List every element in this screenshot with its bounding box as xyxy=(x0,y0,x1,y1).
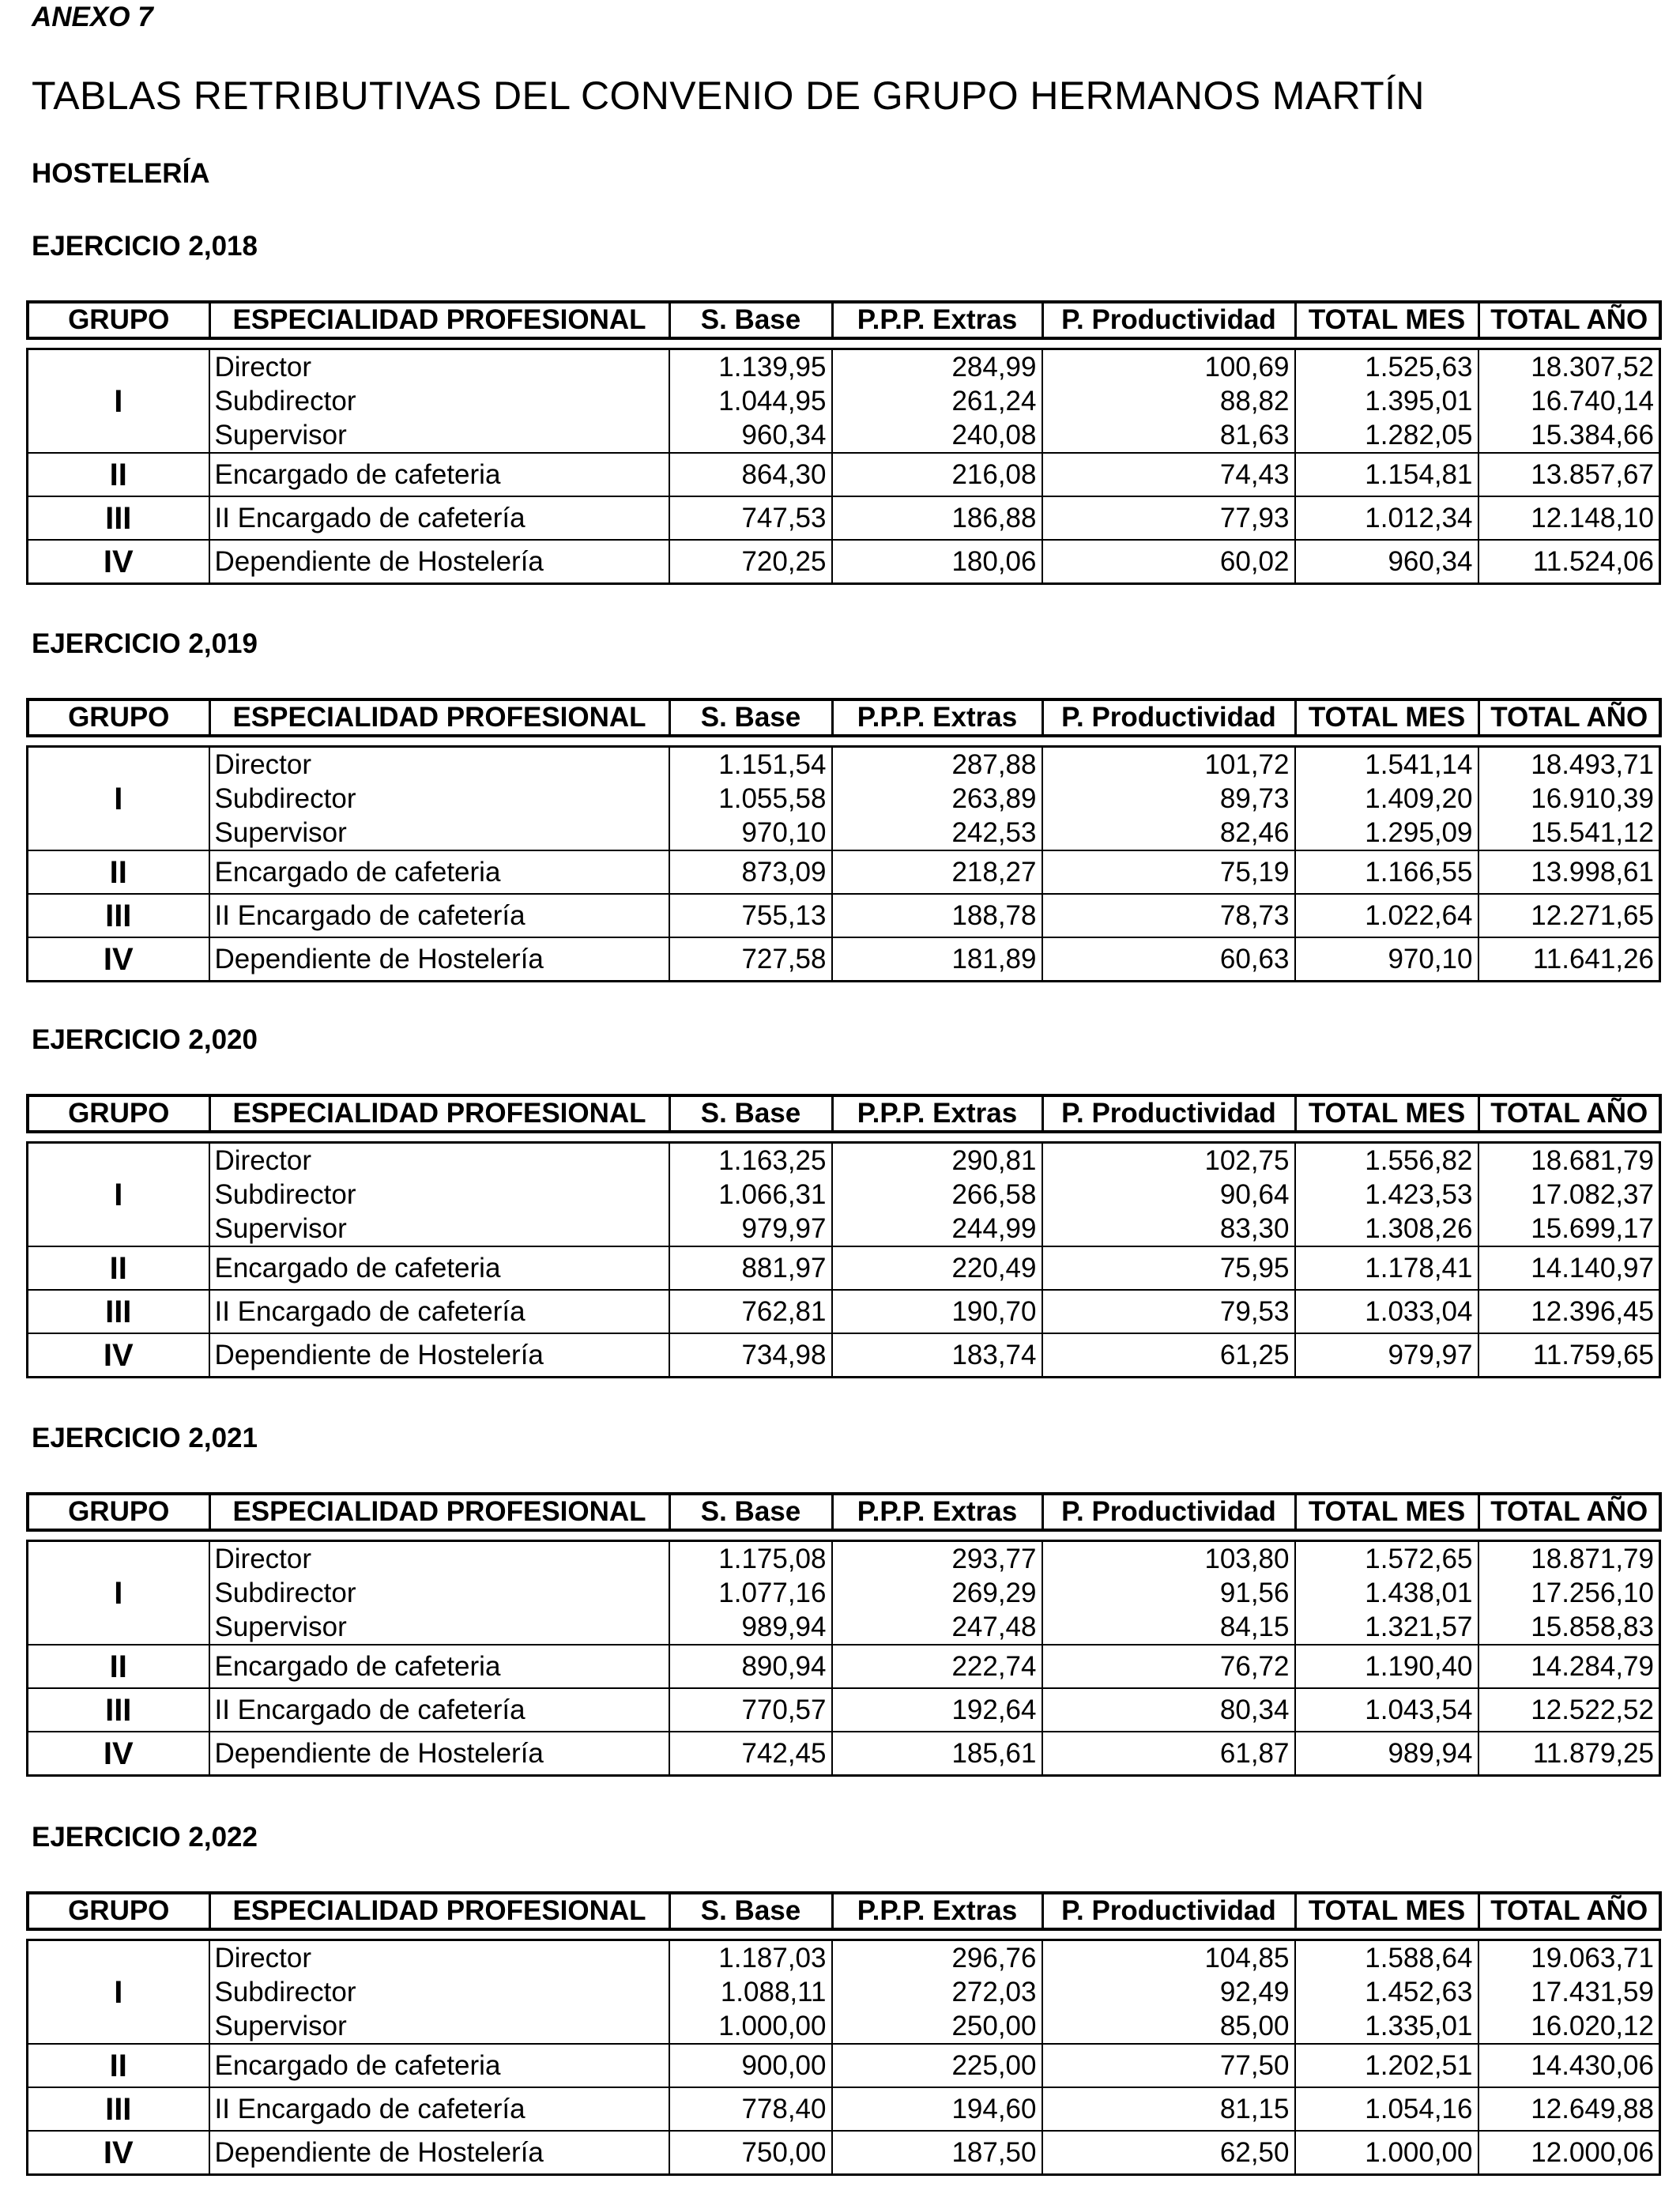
column-header: ESPECIALIDAD PROFESIONAL xyxy=(209,1893,669,1929)
especialidad-cell: Dependiente de Hostelería xyxy=(209,1732,669,1776)
especialidad-cell: Dependiente de Hostelería xyxy=(209,2131,669,2175)
salario-base-cell: 1.163,25 xyxy=(669,1143,832,1178)
extras-cell: 186,88 xyxy=(832,496,1042,540)
especialidad-cell: Supervisor xyxy=(209,2009,669,2044)
extras-cell: 183,74 xyxy=(832,1333,1042,1378)
especialidad-cell: Director xyxy=(209,747,669,782)
column-header: S. Base xyxy=(669,1494,832,1530)
total-mes-cell: 1.572,65 xyxy=(1295,1541,1478,1577)
table-header xyxy=(26,1492,1662,1532)
total-anio-cell: 13.857,67 xyxy=(1478,453,1660,496)
salario-base-cell: 960,34 xyxy=(669,418,832,453)
total-mes-cell: 1.525,63 xyxy=(1295,349,1478,385)
group-cell: III xyxy=(28,496,209,540)
especialidad-cell: II Encargado de cafetería xyxy=(209,1688,669,1732)
extras-cell: 192,64 xyxy=(832,1688,1042,1732)
salario-base-cell: 989,94 xyxy=(669,1610,832,1645)
table-row xyxy=(28,2009,1660,2044)
extras-cell: 290,81 xyxy=(832,1143,1042,1178)
table-row xyxy=(28,349,1660,385)
salario-base-cell: 755,13 xyxy=(669,894,832,937)
salario-base-cell: 778,40 xyxy=(669,2087,832,2131)
total-mes-cell: 1.043,54 xyxy=(1295,1688,1478,1732)
total-mes-cell: 1.154,81 xyxy=(1295,453,1478,496)
total-anio-cell: 18.681,79 xyxy=(1531,1145,1654,1176)
extras-cell: 187,50 xyxy=(832,2131,1042,2175)
especialidad-cell: II Encargado de cafetería xyxy=(209,1290,669,1333)
column-header: ESPECIALIDAD PROFESIONAL xyxy=(209,699,669,736)
especialidad-cell: Subdirector xyxy=(209,1975,669,2009)
column-header: P. Productividad xyxy=(1042,1893,1295,1929)
productividad-cell: 75,95 xyxy=(1042,1246,1295,1290)
column-header: GRUPO xyxy=(68,702,170,733)
total-mes-cell: 1.452,63 xyxy=(1295,1975,1478,2009)
total-anio-cell: 15.541,12 xyxy=(1478,816,1660,850)
column-header: ESPECIALIDAD PROFESIONAL xyxy=(209,1095,669,1132)
table-row xyxy=(28,1178,1660,1212)
table-row xyxy=(28,496,1660,540)
extras-cell: 194,60 xyxy=(832,2087,1042,2131)
total-anio-cell: 19.063,71 xyxy=(1531,1943,1654,1973)
table-row xyxy=(28,2087,1660,2131)
total-mes-cell: 1.202,51 xyxy=(1295,2044,1478,2087)
total-anio-cell: 18.307,52 xyxy=(1531,352,1654,383)
total-anio-cell: 15.699,17 xyxy=(1478,1212,1660,1246)
especialidad-cell: Director xyxy=(209,1940,669,1976)
especialidad-cell: II Encargado de cafetería xyxy=(209,496,669,540)
especialidad-cell: Encargado de cafeteria xyxy=(209,1246,669,1290)
extras-cell: 293,77 xyxy=(832,1541,1042,1577)
group-cell: IV xyxy=(28,1333,209,1378)
extras-cell: 263,89 xyxy=(832,782,1042,816)
extras-cell: 244,99 xyxy=(832,1212,1042,1246)
group-cell: III xyxy=(28,1688,209,1732)
total-mes-cell: 989,94 xyxy=(1295,1732,1478,1776)
column-header: GRUPO xyxy=(68,304,170,335)
total-anio-cell: 15.384,66 xyxy=(1478,418,1660,453)
productividad-cell: 76,72 xyxy=(1042,1645,1295,1688)
table-row xyxy=(28,782,1660,816)
annex-label: ANEXO 7 xyxy=(32,2,153,32)
total-mes-cell: 1.178,41 xyxy=(1295,1246,1478,1290)
total-anio-cell: 17.431,59 xyxy=(1531,1977,1654,2007)
year-heading: EJERCICIO 2,021 xyxy=(32,1423,258,1453)
salario-base-cell: 1.187,03 xyxy=(669,1940,832,1976)
table-row xyxy=(28,1576,1660,1610)
especialidad-cell: Director xyxy=(209,1541,669,1577)
total-mes-cell: 1.012,34 xyxy=(1295,496,1478,540)
salary-table xyxy=(26,745,1661,982)
total-anio-cell: 18.493,71 xyxy=(1531,749,1654,780)
table-header xyxy=(26,1094,1662,1133)
productividad-cell: 91,56 xyxy=(1042,1576,1295,1610)
total-anio-cell: 14.430,06 xyxy=(1478,2044,1660,2087)
table-header xyxy=(26,300,1662,340)
total-anio-cell: 11.641,26 xyxy=(1532,944,1654,974)
especialidad-cell: Encargado de cafeteria xyxy=(209,1645,669,1688)
salario-base-cell: 747,53 xyxy=(669,496,832,540)
group-cell: IV xyxy=(28,937,209,982)
salario-base-cell: 770,57 xyxy=(669,1688,832,1732)
salario-base-cell: 900,00 xyxy=(669,2044,832,2087)
especialidad-cell: Subdirector xyxy=(209,1178,669,1212)
salario-base-cell: 1.151,54 xyxy=(669,747,832,782)
year-heading: EJERCICIO 2,020 xyxy=(32,1024,258,1055)
especialidad-cell: Supervisor xyxy=(209,1212,669,1246)
year-heading: EJERCICIO 2,019 xyxy=(32,628,258,659)
table-row xyxy=(28,1975,1660,2009)
column-header: TOTAL AÑO xyxy=(1478,1095,1660,1132)
group-cell: I xyxy=(28,1940,209,2045)
total-anio-cell: 16.740,14 xyxy=(1531,386,1654,417)
productividad-cell: 90,64 xyxy=(1042,1178,1295,1212)
group-cell: I xyxy=(28,1541,209,1646)
extras-cell: 190,70 xyxy=(832,1290,1042,1333)
table-row xyxy=(28,2131,1660,2175)
productividad-cell: 61,87 xyxy=(1042,1732,1295,1776)
column-header: TOTAL MES xyxy=(1295,1095,1478,1132)
extras-cell: 222,74 xyxy=(832,1645,1042,1688)
extras-cell: 218,27 xyxy=(832,850,1042,894)
especialidad-cell: Dependiente de Hostelería xyxy=(209,1333,669,1378)
extras-cell: 225,00 xyxy=(832,2044,1042,2087)
group-cell: II xyxy=(28,453,209,496)
salary-table xyxy=(26,1939,1661,2176)
total-mes-cell: 970,10 xyxy=(1295,937,1478,982)
group-cell: IV xyxy=(28,1732,209,1776)
total-mes-cell: 979,97 xyxy=(1295,1333,1478,1378)
total-mes-cell: 1.054,16 xyxy=(1295,2087,1478,2131)
column-header: P. Productividad xyxy=(1042,1095,1295,1132)
total-anio-cell: 17.082,37 xyxy=(1531,1179,1654,1210)
group-cell: I xyxy=(28,349,209,454)
salario-base-cell: 1.066,31 xyxy=(669,1178,832,1212)
salario-base-cell: 890,94 xyxy=(669,1645,832,1688)
group-cell: III xyxy=(28,2087,209,2131)
table-row xyxy=(28,1212,1660,1246)
column-header: S. Base xyxy=(669,1893,832,1929)
column-header: TOTAL MES xyxy=(1295,699,1478,736)
total-mes-cell: 1.166,55 xyxy=(1295,850,1478,894)
table-row xyxy=(28,816,1660,850)
salario-base-cell: 864,30 xyxy=(669,453,832,496)
especialidad-cell: Supervisor xyxy=(209,418,669,453)
table-row xyxy=(28,2044,1660,2087)
especialidad-cell: Supervisor xyxy=(209,1610,669,1645)
table-row xyxy=(28,1143,1660,1178)
table-row xyxy=(28,1732,1660,1776)
total-anio-cell: 12.000,06 xyxy=(1531,2137,1654,2168)
group-cell: II xyxy=(28,1246,209,1290)
group-cell: III xyxy=(28,1290,209,1333)
total-anio-cell: 16.020,12 xyxy=(1478,2009,1660,2044)
extras-cell: 269,29 xyxy=(832,1576,1042,1610)
productividad-cell: 79,53 xyxy=(1042,1290,1295,1333)
sector-heading: HOSTELERÍA xyxy=(32,158,210,189)
extras-cell: 181,89 xyxy=(832,937,1042,982)
group-cell: III xyxy=(28,894,209,937)
total-mes-cell: 1.409,20 xyxy=(1295,782,1478,816)
extras-cell: 284,99 xyxy=(832,349,1042,385)
column-header: TOTAL AÑO xyxy=(1478,699,1660,736)
productividad-cell: 81,15 xyxy=(1042,2087,1295,2131)
total-anio-cell: 12.522,52 xyxy=(1478,1688,1660,1732)
column-header: P.P.P. Extras xyxy=(832,1893,1042,1929)
total-anio-cell: 18.871,79 xyxy=(1531,1544,1654,1574)
total-anio-cell: 12.396,45 xyxy=(1478,1290,1660,1333)
table-row xyxy=(28,747,1660,782)
column-header: P. Productividad xyxy=(1042,699,1295,736)
year-heading: EJERCICIO 2,022 xyxy=(32,1822,258,1853)
productividad-cell: 77,50 xyxy=(1042,2044,1295,2087)
column-header: S. Base xyxy=(669,1095,832,1132)
salario-base-cell: 727,58 xyxy=(669,937,832,982)
table-row xyxy=(28,418,1660,453)
total-anio-cell: 11.879,25 xyxy=(1532,1738,1654,1769)
total-anio-cell: 16.910,39 xyxy=(1531,783,1654,814)
total-anio-cell: 11.759,65 xyxy=(1532,1340,1654,1370)
total-mes-cell: 1.033,04 xyxy=(1295,1290,1478,1333)
total-mes-cell: 1.000,00 xyxy=(1295,2131,1478,2175)
extras-cell: 272,03 xyxy=(832,1975,1042,2009)
table-row xyxy=(28,937,1660,982)
especialidad-cell: Encargado de cafeteria xyxy=(209,2044,669,2087)
total-anio-cell: 17.256,10 xyxy=(1531,1578,1654,1608)
extras-cell: 266,58 xyxy=(832,1178,1042,1212)
column-header: S. Base xyxy=(669,699,832,736)
total-mes-cell: 1.395,01 xyxy=(1295,384,1478,418)
especialidad-cell: II Encargado de cafetería xyxy=(209,894,669,937)
group-cell: II xyxy=(28,1645,209,1688)
especialidad-cell: Subdirector xyxy=(209,782,669,816)
table-row xyxy=(28,384,1660,418)
especialidad-cell: Encargado de cafeteria xyxy=(209,850,669,894)
salario-base-cell: 742,45 xyxy=(669,1732,832,1776)
column-header: ESPECIALIDAD PROFESIONAL xyxy=(209,1494,669,1530)
group-cell: I xyxy=(28,747,209,851)
salario-base-cell: 873,09 xyxy=(669,850,832,894)
table-row xyxy=(28,1246,1660,1290)
table-row xyxy=(28,1610,1660,1645)
column-header: P.P.P. Extras xyxy=(832,1494,1042,1530)
total-mes-cell: 1.335,01 xyxy=(1295,2009,1478,2044)
productividad-cell: 84,15 xyxy=(1042,1610,1295,1645)
especialidad-cell: Supervisor xyxy=(209,816,669,850)
especialidad-cell: Subdirector xyxy=(209,1576,669,1610)
extras-cell: 216,08 xyxy=(832,453,1042,496)
column-header: TOTAL MES xyxy=(1295,302,1478,338)
total-anio-cell: 13.998,61 xyxy=(1478,850,1660,894)
total-anio-cell: 12.649,88 xyxy=(1478,2087,1660,2131)
table-row xyxy=(28,1333,1660,1378)
column-header: TOTAL MES xyxy=(1295,1494,1478,1530)
total-mes-cell: 960,34 xyxy=(1295,540,1478,584)
extras-cell: 250,00 xyxy=(832,2009,1042,2044)
table-row xyxy=(28,1940,1660,1976)
column-header: S. Base xyxy=(669,302,832,338)
especialidad-cell: Encargado de cafeteria xyxy=(209,453,669,496)
productividad-cell: 75,19 xyxy=(1042,850,1295,894)
table-row xyxy=(28,1541,1660,1577)
year-heading: EJERCICIO 2,018 xyxy=(32,231,258,262)
productividad-cell: 80,34 xyxy=(1042,1688,1295,1732)
group-cell: I xyxy=(28,1143,209,1247)
extras-cell: 220,49 xyxy=(832,1246,1042,1290)
column-header: GRUPO xyxy=(68,1895,170,1926)
total-anio-cell: 12.271,65 xyxy=(1478,894,1660,937)
salario-base-cell: 1.077,16 xyxy=(669,1576,832,1610)
total-mes-cell: 1.438,01 xyxy=(1295,1576,1478,1610)
salary-table xyxy=(26,1540,1661,1777)
total-mes-cell: 1.556,82 xyxy=(1295,1143,1478,1178)
column-header: TOTAL AÑO xyxy=(1478,302,1660,338)
productividad-cell: 101,72 xyxy=(1042,747,1295,782)
salary-table xyxy=(26,348,1661,585)
total-mes-cell: 1.588,64 xyxy=(1295,1940,1478,1976)
table-header xyxy=(26,1891,1662,1931)
column-header: TOTAL AÑO xyxy=(1478,1494,1660,1530)
total-anio-cell: 15.858,83 xyxy=(1478,1610,1660,1645)
especialidad-cell: Dependiente de Hostelería xyxy=(209,937,669,982)
total-anio-cell: 14.140,97 xyxy=(1478,1246,1660,1290)
salario-base-cell: 1.000,00 xyxy=(669,2009,832,2044)
salario-base-cell: 970,10 xyxy=(669,816,832,850)
extras-cell: 261,24 xyxy=(832,384,1042,418)
salario-base-cell: 762,81 xyxy=(669,1290,832,1333)
salario-base-cell: 979,97 xyxy=(669,1212,832,1246)
page-title: TABLAS RETRIBUTIVAS DEL CONVENIO DE GRUPO HERMANOS MARTÍN xyxy=(32,74,1425,118)
total-mes-cell: 1.190,40 xyxy=(1295,1645,1478,1688)
productividad-cell: 62,50 xyxy=(1042,2131,1295,2175)
productividad-cell: 61,25 xyxy=(1042,1333,1295,1378)
extras-cell: 240,08 xyxy=(832,418,1042,453)
salario-base-cell: 720,25 xyxy=(669,540,832,584)
column-header: P.P.P. Extras xyxy=(832,302,1042,338)
column-header: GRUPO xyxy=(68,1496,170,1527)
productividad-cell: 102,75 xyxy=(1042,1143,1295,1178)
total-mes-cell: 1.022,64 xyxy=(1295,894,1478,937)
group-cell: II xyxy=(28,2044,209,2087)
productividad-cell: 78,73 xyxy=(1042,894,1295,937)
column-header: TOTAL AÑO xyxy=(1478,1893,1660,1929)
table-row xyxy=(28,1645,1660,1688)
column-header: ESPECIALIDAD PROFESIONAL xyxy=(209,302,669,338)
total-mes-cell: 1.321,57 xyxy=(1295,1610,1478,1645)
column-header: GRUPO xyxy=(68,1098,170,1129)
extras-cell: 185,61 xyxy=(832,1732,1042,1776)
salario-base-cell: 1.088,11 xyxy=(669,1975,832,2009)
salario-base-cell: 1.055,58 xyxy=(669,782,832,816)
total-anio-cell: 14.284,79 xyxy=(1478,1645,1660,1688)
table-row xyxy=(28,540,1660,584)
table-row xyxy=(28,1688,1660,1732)
group-cell: IV xyxy=(28,2131,209,2175)
especialidad-cell: Director xyxy=(209,1143,669,1178)
total-mes-cell: 1.295,09 xyxy=(1295,816,1478,850)
total-anio-cell: 12.148,10 xyxy=(1478,496,1660,540)
productividad-cell: 85,00 xyxy=(1042,2009,1295,2044)
group-cell: II xyxy=(28,850,209,894)
productividad-cell: 60,02 xyxy=(1042,540,1295,584)
column-header: P. Productividad xyxy=(1042,302,1295,338)
total-anio-cell: 11.524,06 xyxy=(1532,546,1654,577)
total-mes-cell: 1.308,26 xyxy=(1295,1212,1478,1246)
productividad-cell: 83,30 xyxy=(1042,1212,1295,1246)
table-row xyxy=(28,894,1660,937)
extras-cell: 296,76 xyxy=(832,1940,1042,1976)
table-header xyxy=(26,698,1662,737)
extras-cell: 242,53 xyxy=(832,816,1042,850)
productividad-cell: 92,49 xyxy=(1042,1975,1295,2009)
productividad-cell: 81,63 xyxy=(1042,418,1295,453)
especialidad-cell: Subdirector xyxy=(209,384,669,418)
productividad-cell: 82,46 xyxy=(1042,816,1295,850)
salario-base-cell: 750,00 xyxy=(669,2131,832,2175)
productividad-cell: 88,82 xyxy=(1042,384,1295,418)
productividad-cell: 89,73 xyxy=(1042,782,1295,816)
especialidad-cell: II Encargado de cafetería xyxy=(209,2087,669,2131)
column-header: P.P.P. Extras xyxy=(832,1095,1042,1132)
table-row xyxy=(28,850,1660,894)
salario-base-cell: 734,98 xyxy=(669,1333,832,1378)
extras-cell: 188,78 xyxy=(832,894,1042,937)
productividad-cell: 77,93 xyxy=(1042,496,1295,540)
column-header: P. Productividad xyxy=(1042,1494,1295,1530)
salario-base-cell: 1.175,08 xyxy=(669,1541,832,1577)
extras-cell: 180,06 xyxy=(832,540,1042,584)
table-row xyxy=(28,1290,1660,1333)
salary-table xyxy=(26,1141,1661,1378)
table-row xyxy=(28,453,1660,496)
productividad-cell: 103,80 xyxy=(1042,1541,1295,1577)
salario-base-cell: 1.044,95 xyxy=(669,384,832,418)
extras-cell: 287,88 xyxy=(832,747,1042,782)
salario-base-cell: 881,97 xyxy=(669,1246,832,1290)
productividad-cell: 74,43 xyxy=(1042,453,1295,496)
productividad-cell: 100,69 xyxy=(1042,349,1295,385)
total-mes-cell: 1.541,14 xyxy=(1295,747,1478,782)
group-cell: IV xyxy=(28,540,209,584)
productividad-cell: 104,85 xyxy=(1042,1940,1295,1976)
total-mes-cell: 1.282,05 xyxy=(1295,418,1478,453)
extras-cell: 247,48 xyxy=(832,1610,1042,1645)
productividad-cell: 60,63 xyxy=(1042,937,1295,982)
especialidad-cell: Director xyxy=(209,349,669,385)
column-header: P.P.P. Extras xyxy=(832,699,1042,736)
total-mes-cell: 1.423,53 xyxy=(1295,1178,1478,1212)
column-header: TOTAL MES xyxy=(1295,1893,1478,1929)
salario-base-cell: 1.139,95 xyxy=(669,349,832,385)
especialidad-cell: Dependiente de Hostelería xyxy=(209,540,669,584)
